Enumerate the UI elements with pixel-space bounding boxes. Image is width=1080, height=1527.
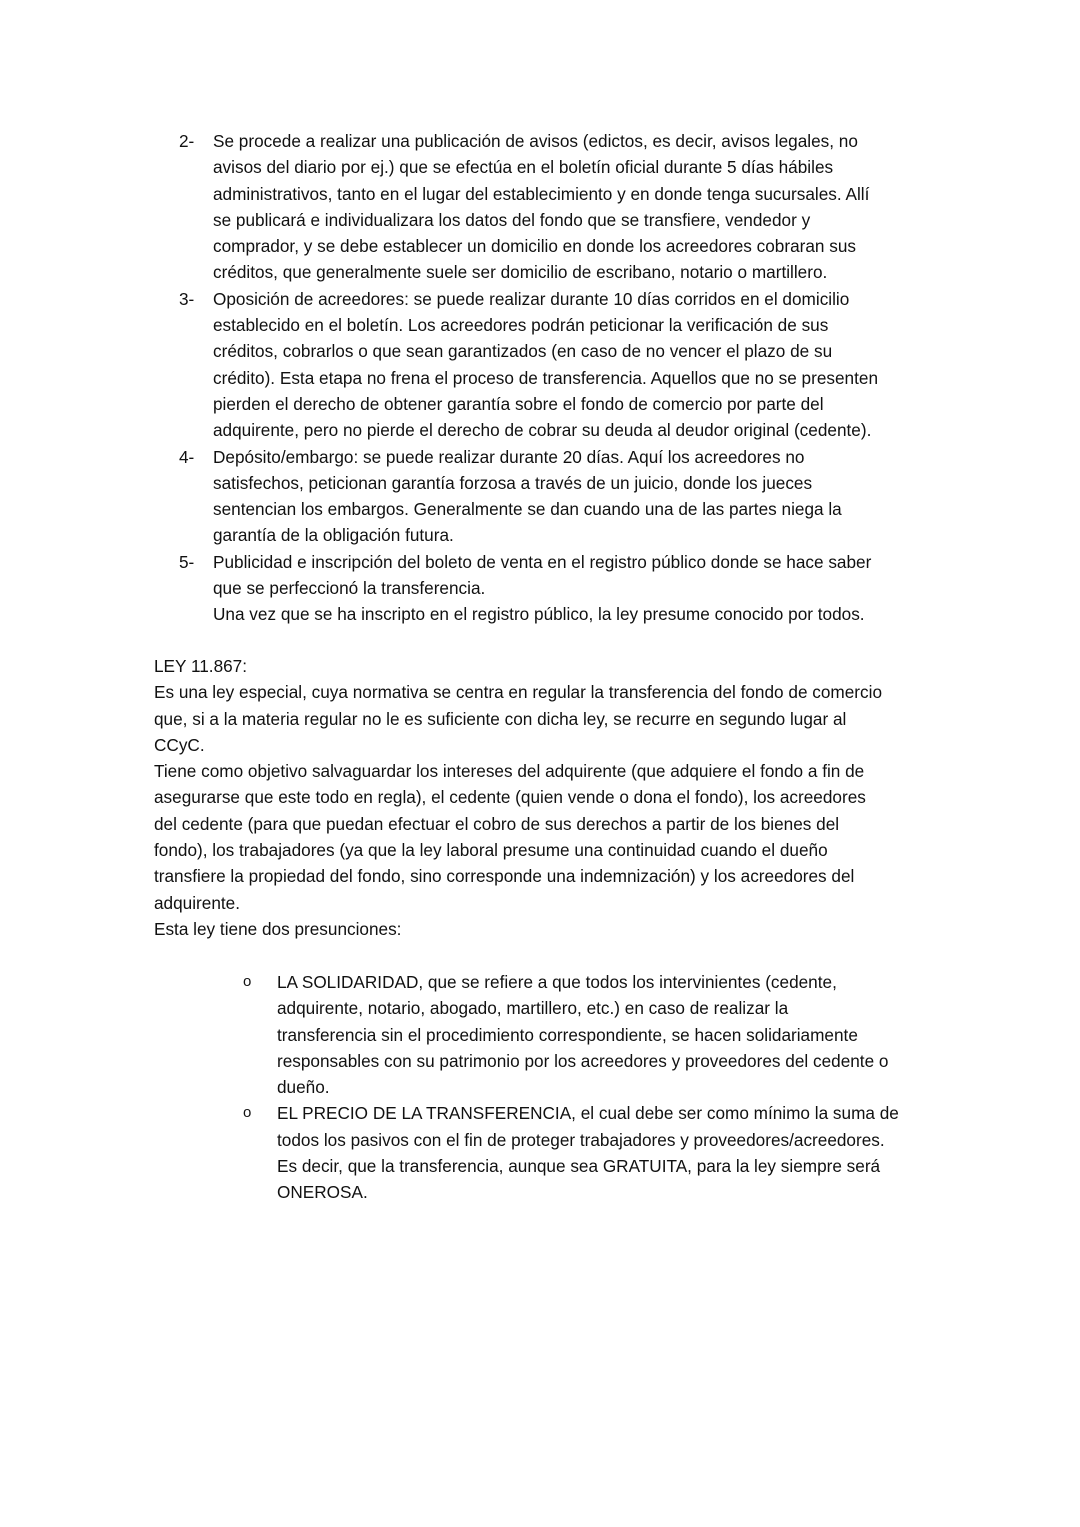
text-line: créditos, cobrarlos o que sean garantizados (en caso de no vencer el plazo de su [213, 341, 833, 362]
numbered-item-5 [0, 549, 918, 628]
text-line: Publicidad e inscripción del boleto de venta en el registro público donde se hace saber [213, 551, 872, 572]
text-line: establecido en el boletín. Los acreedores podrán peticionar la verificación de sus [213, 315, 829, 336]
text-line: administrativos, tanto en el lugar del establecimiento y en donde tenga sucursales. Allí [213, 183, 870, 204]
text-line: adquirente. [154, 892, 241, 913]
text-line: fondo), los trabajadores (ya que la ley laboral presume una continuidad cuando el dueño [154, 840, 828, 861]
presumption-item [0, 1100, 937, 1205]
text-line: transfiere la propiedad del fondo, sino corresponde una indemnización) y los acreedores del [154, 866, 855, 887]
text-line: pierden el derecho de obtener garantía sobre el fondo de comercio por parte del [213, 393, 824, 414]
text-line: adquirente, pero no pierde el derecho de cobrar su deuda al deudor original (cedente). [213, 420, 872, 441]
text-line: Oposición de acreedores: se puede realizar durante 10 días corridos en el domicilio [213, 288, 850, 309]
text-line: Es una ley especial, cuya normativa se centra en regular la transferencia del fondo de comercio [154, 682, 883, 703]
text-line: EL PRECIO DE LA TRANSFERENCIA, el cual debe ser como mínimo la suma de [277, 1103, 899, 1124]
item-number: 3- [179, 288, 195, 309]
text-line: crédito). Esta etapa no frena el proceso de transferencia. Aquellos que no se presenten [213, 367, 879, 388]
text-line: del cedente (para que puedan efectuar el cobro de sus derechos a partir de los bienes del [154, 813, 840, 834]
law-heading: LEY 11.867: [154, 656, 248, 676]
text-line: Una vez que se ha inscripto en el registro público, la ley presume conocido por todos. [213, 604, 865, 625]
text-line: créditos, que generalmente suele ser domicilio de escribano, notario o martillero. [213, 262, 828, 283]
numbered-list [0, 128, 1080, 628]
text-line: se publicará e individualizara los datos del fondo que se transfiere, vendedor y [213, 209, 811, 230]
text-line: comprador, y se debe establecer un domicilio en donde los acreedores cobraran sus [213, 236, 856, 257]
text-line: adquirente, notario, abogado, martillero, etc.) en caso de realizar la [277, 998, 789, 1019]
numbered-item-3 [0, 286, 918, 444]
law-section [154, 653, 934, 942]
text-line: Depósito/embargo: se puede realizar durante 20 días. Aquí los acreedores no [213, 446, 805, 467]
text-line: asegurarse que este todo en regla), el cedente (quien vende o dona el fondo), los acreedores [154, 787, 866, 808]
text-line: Es decir, que la transferencia, aunque sea GRATUITA, para la ley siempre será [277, 1156, 881, 1177]
item-number: 4- [179, 446, 195, 467]
text-line: transferencia sin el procedimiento correspondiente, se hacen solidariamente [277, 1024, 858, 1045]
text-line: LA SOLIDARIDAD, que se refiere a que todos los intervinientes (cedente, [277, 972, 837, 992]
text-line: dueño. [277, 1077, 330, 1098]
text-line: que, si a la materia regular no le es suficiente con dicha ley, se recurre en segundo lugar al [154, 708, 847, 729]
text-line: Esta ley tiene dos presunciones: [154, 918, 402, 939]
text-line: que se perfeccionó la transferencia. [213, 578, 486, 599]
text-line: sentencian los embargos. Generalmente se dan cuando una de las partes niega la [213, 499, 842, 520]
item-number: 5- [179, 551, 195, 572]
text-line: todos los pasivos con el fin de proteger trabajadores y proveedores/acreedores. [277, 1129, 885, 1150]
presumptions-list [0, 969, 1080, 1206]
text-line: avisos del diario por ej.) que se efectúa en el boletín oficial durante 5 días hábiles [213, 157, 834, 178]
item-number: 2- [179, 131, 195, 151]
presumption-item [0, 969, 937, 1100]
bullet-circle-icon: o [243, 973, 252, 990]
text-line: Tiene como objetivo salvaguardar los intereses del adquirente (que adquiere el fondo a fin de [154, 761, 865, 782]
text-line: CCyC. [154, 734, 205, 755]
text-line: Se procede a realizar una publicación de avisos (edictos, es decir, avisos legales, no [213, 131, 858, 151]
numbered-item-4 [0, 444, 918, 549]
bullet-circle-icon: o [243, 1104, 252, 1122]
text-line: responsables con su patrimonio por los acreedores y proveedores del cedente o [277, 1050, 889, 1071]
text-line: garantía de la obligación futura. [213, 525, 454, 546]
numbered-item-2 [0, 128, 918, 286]
text-line: satisfechos, peticionan garantía forzosa a través de un juicio, donde los jueces [213, 472, 813, 493]
text-line: ONEROSA. [277, 1182, 368, 1203]
